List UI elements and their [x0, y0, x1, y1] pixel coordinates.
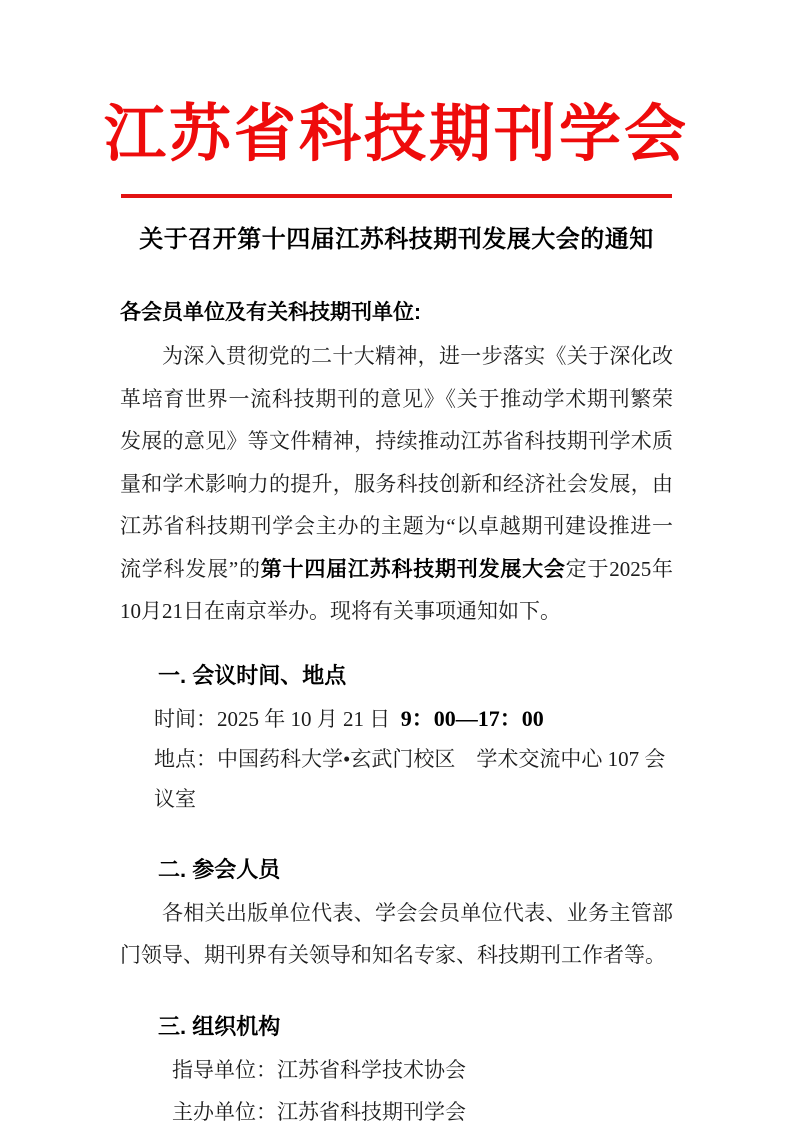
intro-paragraph: [120, 335, 673, 633]
section-2-heading: 二. 参会人员: [158, 856, 281, 882]
time-date-value: 2025 年 10 月 21 日: [217, 706, 401, 731]
host-unit-row: [120, 1091, 673, 1122]
host-unit-value: 江苏省科技期刊学会: [277, 1099, 466, 1122]
meeting-time-row: [120, 699, 673, 739]
section-3-heading: 三. 组织机构: [158, 1013, 281, 1039]
document-title: 关于召开第十四届江苏科技期刊发展大会的通知: [139, 226, 654, 253]
guiding-unit-row: [120, 1049, 673, 1091]
location-label: 地点：: [154, 746, 217, 771]
meeting-location-row: [120, 739, 673, 819]
host-unit-label: 主办单位：: [172, 1099, 277, 1122]
organization-list: [120, 1049, 673, 1122]
intro-text-part1: 为深入贯彻党的二十大精神，进一步落实《关于深化改革培育世界一流科技期刊的意见》《关于推动学术期刊繁荣发展的意见》等文件精神，持续推动江苏省科技期刊学术质量和学术影响力的提升，服务科技创新和经济社会发展，由江苏省科技期刊学会主办的主题为“以卓越期刊建设推进一流学科发展”的: [120, 344, 673, 581]
document-body: [120, 298, 673, 1122]
intro-conference-name-bold: 第十四届江苏科技期刊发展大会: [260, 556, 566, 581]
salutation: 各会员单位及有关科技期刊单位:: [120, 301, 421, 324]
intro-text-part2: 定于2025年10月21日在南京举办。现将有关事项通知如下。: [120, 556, 674, 623]
guiding-unit-value: 江苏省科学技术协会: [277, 1057, 466, 1082]
section-1-heading: 一. 会议时间、地点: [158, 662, 347, 688]
time-range-value: 9：00—17：00: [400, 705, 544, 731]
location-value: 中国药科大学•玄武门校区 学术交流中心 107 会议室: [154, 746, 666, 811]
letterhead-org-name: 江苏省科技期刊学会: [103, 101, 689, 169]
guiding-unit-label: 指导单位：: [172, 1057, 277, 1082]
letterhead-divider: [121, 194, 672, 198]
participants-paragraph: 各相关出版单位代表、学会会员单位代表、业务主管部门领导、期刊界有关领导和知名专家、科技期刊工作者等。: [120, 900, 673, 967]
time-label: 时间：: [154, 706, 217, 731]
section-1-details: [120, 699, 673, 819]
